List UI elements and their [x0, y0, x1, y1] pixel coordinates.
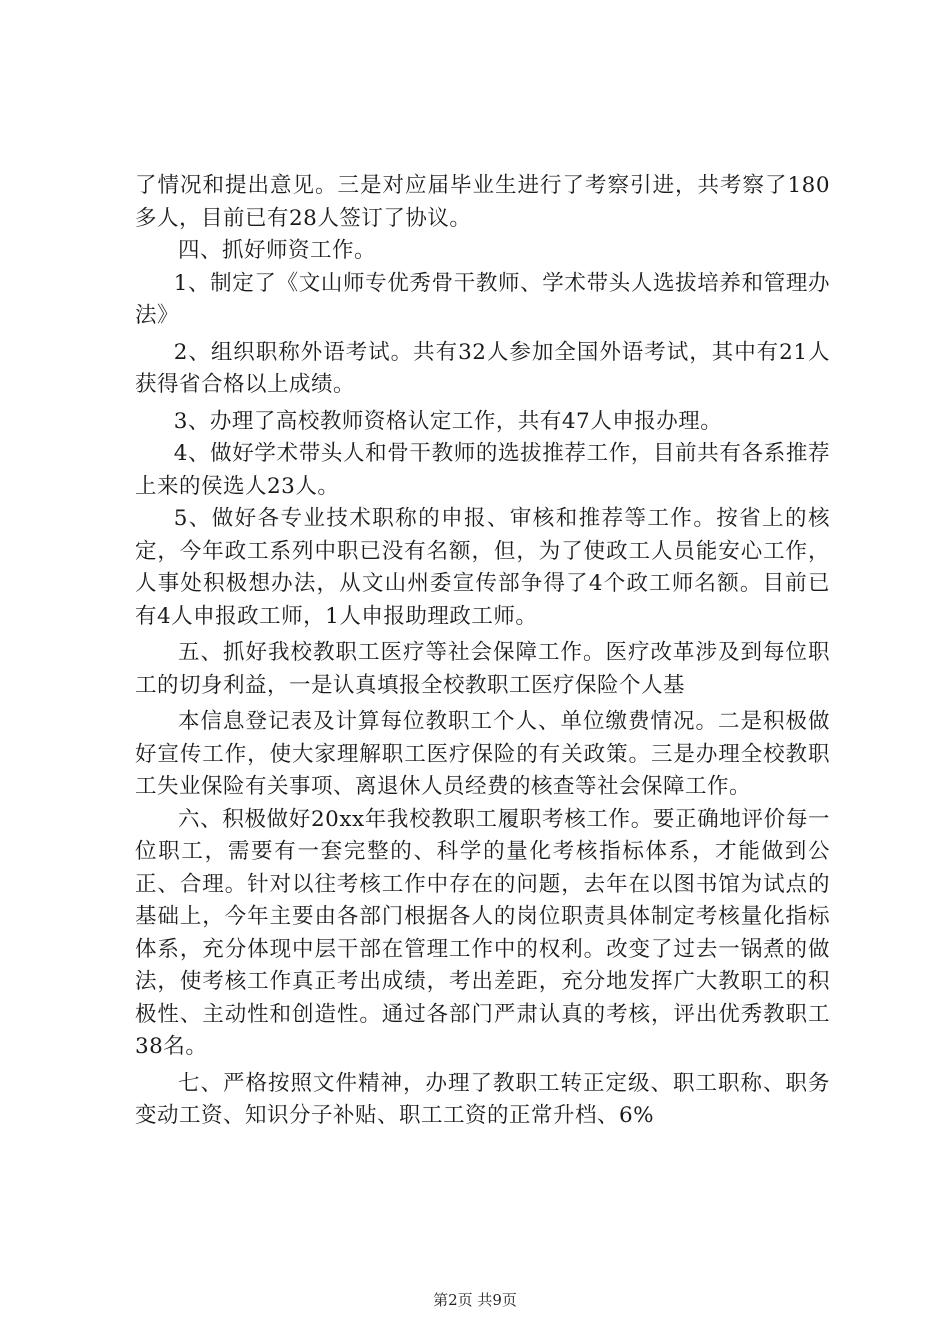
section-paragraph-6: 六、积极做好20xx年我校教职工履职考核工作。要正确地评价每一位职工，需要有一套完整的、科学的量化考核指标体系，才能做到公正、合理。针对以往考核工作中存在的问题，去年在以图书馆为试点的基础上，今年主要由各部门根据各人的岗位职责具体制定考核量化指标体系，充分体现中层干部在管理工作中的权利。改变了过去一锅煮的做法，使考核工作真正考出成绩，考出差距，充分地发挥广大教职工的积极性、主动性和创造性。通过各部门严肃认真的考核，评出优秀教职工38名。: [135, 806, 830, 1059]
list-item-4: 4、做好学术带头人和骨干教师的选拔推荐工作，目前共有各系推荐上来的侯选人23人。: [135, 441, 830, 499]
section-heading-4: 四、抓好师资工作。: [178, 238, 377, 263]
list-item-5: 5、做好各专业技术职称的申报、审核和推荐等工作。按省上的核定，今年政工系列中职已没有名额，但，为了使政工人员能安心工作，人事处积极想办法，从文山州委宣传部争得了4个政工师名额。目前已有4人申报政工师，1人申报助理政工师。: [135, 506, 830, 629]
page-footer: 第2页 共9页: [433, 1291, 517, 1309]
section-paragraph-5: 五、抓好我校教职工医疗等社会保障工作。医疗改革涉及到每位职工的切身利益，一是认真填报全校教职工医疗保险个人基: [135, 640, 830, 698]
section-paragraph-7: 七、严格按照文件精神，办理了教职工转正定级、职工职称、职务变动工资、知识分子补贴、职工工资的正常升档、6%: [135, 1070, 830, 1128]
list-item-3: 3、办理了高校教师资格认定工作，共有47人申报办理。: [173, 408, 723, 434]
paragraph-continuation: 了情况和提出意见。三是对应届毕业生进行了考察引进，共考察了180多人，目前已有28人签订了协议。: [135, 173, 830, 231]
list-item-2: 2、组织职称外语考试。共有32人参加全国外语考试，其中有21人获得省合格以上成绩。: [135, 339, 830, 397]
list-item-1: 1、制定了《文山师专优秀骨干教师、学术带头人选拔培养和管理办法》: [135, 270, 830, 328]
section-paragraph-5-continued: 本信息登记表及计算每位教职工个人、单位缴费情况。二是积极做好宣传工作，使大家理解职工医疗保险的有关政策。三是办理全校教职工失业保险有关事项、离退休人员经费的核查等社会保障工作。: [135, 709, 830, 799]
document-body: [135, 170, 830, 1133]
